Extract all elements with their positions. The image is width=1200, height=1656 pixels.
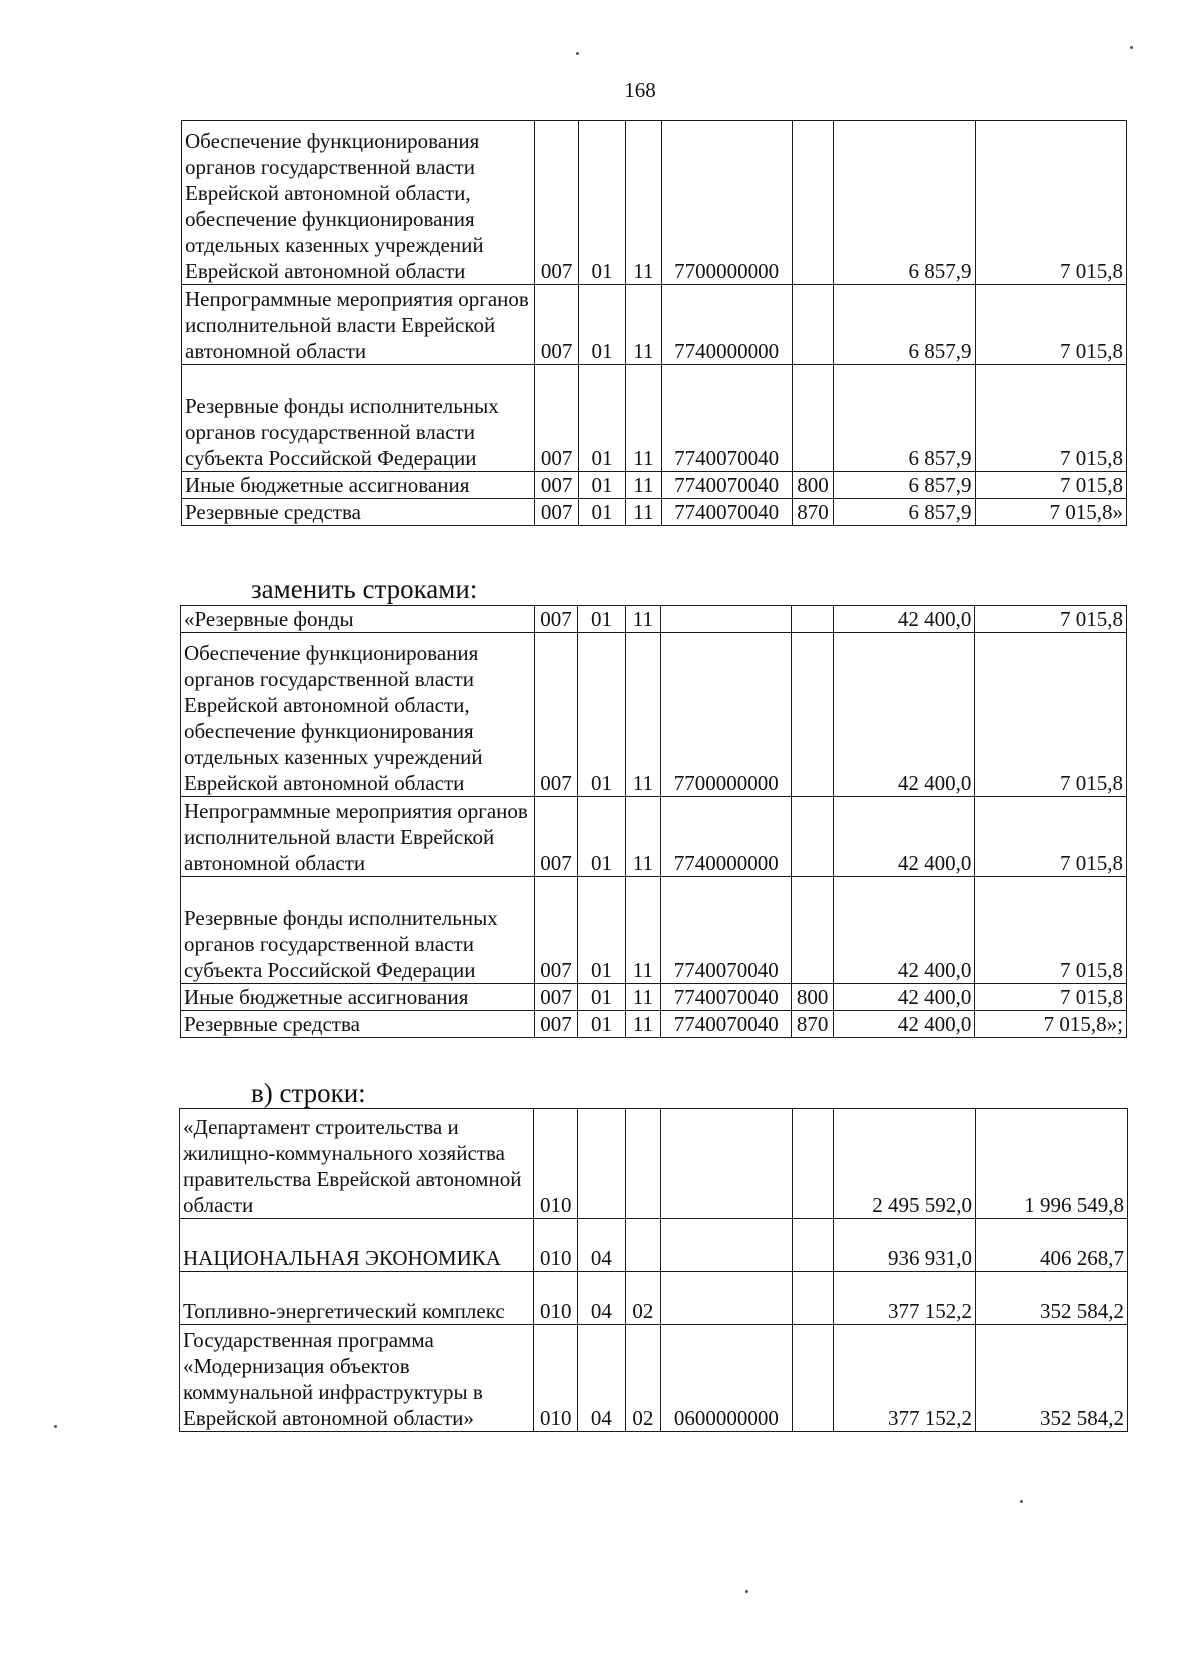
code-csr: 7740070040: [661, 1011, 792, 1038]
code-pr: 11: [626, 472, 661, 499]
code-pr: 11: [626, 365, 661, 472]
sum-year-1: 42 400,0: [833, 606, 974, 633]
sum-year-2: 7 015,8: [975, 472, 1126, 499]
code-gr: 007: [535, 365, 578, 472]
budget-table-new: [180, 605, 1127, 1038]
sum-year-2: 7 015,8: [975, 633, 1127, 797]
code-gr: 010: [534, 1325, 578, 1432]
sum-year-1: 42 400,0: [833, 877, 974, 984]
code-pr: 11: [625, 606, 660, 633]
code-gr: 010: [534, 1272, 578, 1325]
code-pr: 11: [626, 285, 661, 365]
table-row: [182, 121, 1127, 285]
sum-year-1: 377 152,2: [834, 1325, 976, 1432]
table-row: [180, 1109, 1128, 1219]
row-name: Резервные фонды исполнительных органов государственной власти субъекта Российской Федерации: [181, 877, 535, 984]
code-rz: 01: [578, 472, 625, 499]
code-rz: 01: [578, 984, 626, 1011]
code-rz: 04: [578, 1325, 626, 1432]
code-rz: 01: [578, 285, 625, 365]
code-rz: [578, 1109, 626, 1219]
table-row: [182, 365, 1127, 472]
code-gr: 007: [535, 499, 578, 526]
sum-year-2: 7 015,8: [975, 984, 1127, 1011]
code-csr: 7740000000: [661, 797, 792, 877]
code-rz: 01: [578, 365, 625, 472]
sum-year-2: 7 015,8: [975, 797, 1127, 877]
scan-speck: [576, 52, 579, 55]
code-gr: 007: [534, 877, 577, 984]
table-row: [180, 1325, 1128, 1432]
code-pr: 11: [625, 1011, 660, 1038]
sum-year-1: 6 857,9: [834, 285, 975, 365]
code-rz: 01: [578, 877, 626, 984]
code-vr: [792, 633, 833, 797]
table-row: [181, 606, 1127, 633]
table-row: [182, 285, 1127, 365]
row-name: Резервные средства: [182, 499, 535, 526]
row-name: Резервные средства: [181, 1011, 535, 1038]
caption-section-v: в) строки:: [251, 1078, 366, 1108]
row-name: НАЦИОНАЛЬНАЯ ЭКОНОМИКА: [180, 1219, 534, 1272]
row-name: Непрограммные мероприятия органов исполнительной власти Еврейской автономной области: [182, 285, 535, 365]
budget-table-old: [181, 120, 1127, 526]
table-row: [181, 797, 1127, 877]
code-rz: 01: [578, 633, 626, 797]
table-row: [181, 877, 1127, 984]
code-vr: [792, 365, 833, 472]
code-gr: 007: [534, 797, 577, 877]
sum-year-2: 7 015,8: [975, 365, 1126, 472]
table-row: [182, 472, 1127, 499]
code-pr: 11: [626, 499, 661, 526]
code-csr: 0600000000: [661, 1325, 793, 1432]
row-name: Резервные фонды исполнительных органов государственной власти субъекта Российской Федерации: [182, 365, 535, 472]
sum-year-1: 42 400,0: [833, 1011, 974, 1038]
sum-year-1: 42 400,0: [833, 984, 974, 1011]
caption-replace: заменить строками:: [251, 574, 478, 604]
code-csr: 7740070040: [661, 472, 792, 499]
scan-speck: [1130, 46, 1133, 49]
code-csr: 7740070040: [661, 877, 792, 984]
code-vr: [792, 877, 833, 984]
code-rz: 04: [578, 1272, 626, 1325]
code-rz: 01: [578, 499, 625, 526]
code-vr: [792, 1109, 834, 1219]
code-gr: 010: [534, 1109, 578, 1219]
row-name: «Департамент строительства и жилищно-коммунального хозяйства правительства Еврейской автономной области: [180, 1109, 534, 1219]
row-name: Топливно-энергетический комплекс: [180, 1272, 534, 1325]
sum-year-1: 2 495 592,0: [834, 1109, 976, 1219]
sum-year-2: 7 015,8»: [975, 499, 1126, 526]
sum-year-2: 7 015,8: [975, 877, 1127, 984]
code-gr: 007: [535, 472, 578, 499]
code-pr: 11: [626, 121, 661, 285]
table-row: [180, 1219, 1128, 1272]
sum-year-2: 7 015,8»;: [975, 1011, 1127, 1038]
sum-year-2: 7 015,8: [975, 606, 1127, 633]
table-row: [181, 984, 1127, 1011]
code-rz: 01: [578, 797, 626, 877]
code-csr: [661, 606, 792, 633]
sum-year-1: 42 400,0: [833, 633, 974, 797]
page-number: 168: [624, 78, 656, 102]
code-gr: 007: [534, 633, 577, 797]
code-vr: 800: [792, 984, 833, 1011]
code-pr: 11: [625, 633, 660, 797]
table-row: [180, 1272, 1128, 1325]
sum-year-2: 352 584,2: [976, 1325, 1128, 1432]
code-vr: 870: [792, 1011, 833, 1038]
scan-speck: [54, 1425, 57, 1428]
code-vr: [792, 121, 833, 285]
sum-year-1: 6 857,9: [834, 472, 975, 499]
budget-table-department: [179, 1108, 1128, 1432]
code-gr: 007: [535, 285, 578, 365]
code-pr: 02: [625, 1272, 660, 1325]
sum-year-1: 6 857,9: [834, 365, 975, 472]
sum-year-2: 1 996 549,8: [976, 1109, 1128, 1219]
code-pr: 11: [625, 984, 660, 1011]
code-vr: [792, 285, 833, 365]
code-gr: 007: [534, 984, 577, 1011]
code-vr: [792, 1219, 834, 1272]
scan-speck: [1020, 1500, 1023, 1503]
code-csr: 7700000000: [661, 633, 792, 797]
code-csr: 7740070040: [661, 499, 792, 526]
code-vr: [792, 606, 833, 633]
code-pr: 11: [625, 797, 660, 877]
row-name: Иные бюджетные ассигнования: [182, 472, 535, 499]
code-vr: [792, 1272, 834, 1325]
scan-speck: [745, 1590, 748, 1593]
sum-year-1: 377 152,2: [834, 1272, 976, 1325]
code-pr: [625, 1109, 660, 1219]
code-gr: 010: [534, 1219, 578, 1272]
code-pr: [625, 1219, 660, 1272]
code-pr: 11: [625, 877, 660, 984]
code-csr: [661, 1219, 793, 1272]
table-row: [181, 1011, 1127, 1038]
sum-year-1: 6 857,9: [834, 121, 975, 285]
row-name: Непрограммные мероприятия органов исполнительной власти Еврейской автономной области: [181, 797, 535, 877]
code-csr: 7700000000: [661, 121, 792, 285]
code-csr: [661, 1109, 793, 1219]
table-row: [182, 499, 1127, 526]
table-row: [181, 633, 1127, 797]
row-name: Обеспечение функционирования органов государственной власти Еврейской автономной области, обеспечение функционирования отдельных казенных учреждений Еврейской автономной области: [182, 121, 535, 285]
code-gr: 007: [535, 121, 578, 285]
sum-year-2: 406 268,7: [976, 1219, 1128, 1272]
row-name: Иные бюджетные ассигнования: [181, 984, 535, 1011]
code-rz: 01: [578, 1011, 626, 1038]
sum-year-2: 7 015,8: [975, 121, 1126, 285]
code-rz: 04: [578, 1219, 626, 1272]
sum-year-1: 42 400,0: [833, 797, 974, 877]
code-rz: 01: [578, 606, 626, 633]
sum-year-2: 7 015,8: [975, 285, 1126, 365]
code-vr: [792, 1325, 834, 1432]
sum-year-2: 352 584,2: [976, 1272, 1128, 1325]
code-vr: [792, 797, 833, 877]
code-gr: 007: [534, 1011, 577, 1038]
sum-year-1: 6 857,9: [834, 499, 975, 526]
code-gr: 007: [534, 606, 577, 633]
sum-year-1: 936 931,0: [834, 1219, 976, 1272]
code-csr: 7740070040: [661, 365, 792, 472]
code-vr: 870: [792, 499, 833, 526]
code-vr: 800: [792, 472, 833, 499]
code-pr: 02: [625, 1325, 660, 1432]
row-name: Государственная программа «Модернизация объектов коммунальной инфраструктуры в Еврейской автономной области»: [180, 1325, 534, 1432]
code-rz: 01: [578, 121, 625, 285]
code-csr: 7740000000: [661, 285, 792, 365]
row-name: Обеспечение функционирования органов государственной власти Еврейской автономной области, обеспечение функционирования отдельных казенных учреждений Еврейской автономной области: [181, 633, 535, 797]
code-csr: 7740070040: [661, 984, 792, 1011]
code-csr: [661, 1272, 793, 1325]
row-name: «Резервные фонды: [181, 606, 535, 633]
